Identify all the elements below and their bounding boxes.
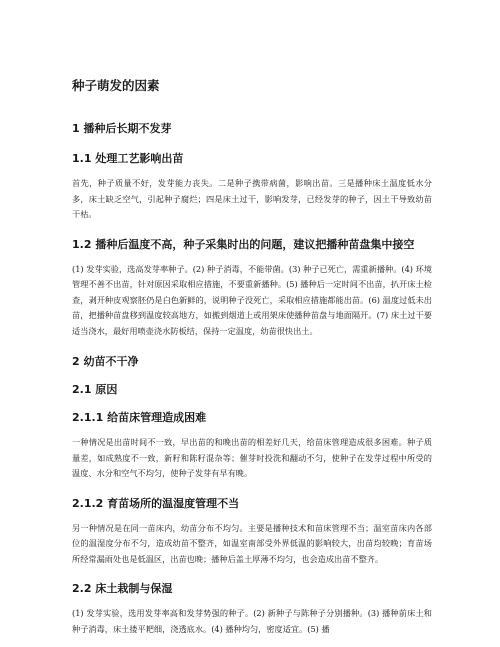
- section-2-1-heading: 2.1 原因: [72, 383, 118, 396]
- section-1-heading: 1 播种后长期不发芽: [72, 122, 172, 135]
- section-2-1-2-paragraph: 另一种情况是在同一苗床内，幼苗分布不均匀。主要是播种技术和苗床管理不当；温室苗床内各部位的温湿度分布不匀，造成幼苗不整齐，如温室南部受外界低温的影响较大，出苗均较晚；育苗场所经常漏雨处也是低温区，出苗也晚；播种后盖土厚薄不均匀，也会造成出苗不整齐。: [72, 522, 432, 564]
- section-2-1-1-paragraph: 一种情况是出苗时间不一致，早出苗的和晚出苗的相差好几天，给苗床管理造成很多困难。种子质量差，如成熟度不一致，新籽和陈籽混杂等；催芽时投洗和翻动不匀，使种子在发芽过程中所受的温度、水分和空气不均匀，使种子发芽有早有晚。: [72, 437, 432, 478]
- section-2-2-heading: 2.2 床土栽制与保湿: [72, 582, 173, 595]
- section-1-2-paragraph: (1) 发芽实验，选高发芽率种子。(2) 种子消毒，不能带菌。(3) 种子已死亡，需重新播种。(4) 环境管理不善不出苗，针对原因采取相应措施，不要重新播种。(5) 播种后一定时间不出苗，扒开床土检查，剥开种皮观察胚仍是白色新鲜的，说明种子没死亡，采取相应措施都能出苗。(6) 温度过低未出苗，把播种苗盘移到温度较高地方，如搬到烟道上或用架床使播种苗盘与地面隔开。(7) 床土过干要适当浇水，最好用喷壶浇水防板结，保持一定温度，幼苗很快出土。: [72, 263, 432, 336]
- section-2-heading: 2 幼苗不干净: [72, 355, 139, 368]
- section-2-1-2-heading: 2.1.2 育苗场所的温湿度管理不当: [72, 496, 240, 510]
- section-1-2-heading: 1.2 播种后温度不高，种子采集时出的问题，建议把播种苗盘集中接空: [72, 237, 415, 251]
- section-2-1-1-heading: 2.1.1 给苗床管理造成困难: [72, 411, 207, 424]
- document-title: 种子萌发的因素: [72, 78, 160, 93]
- document-body: [72, 76, 432, 637]
- section-1-1-paragraph: 首先，种子质量不好，发芽能力丧失。二是种子携带病菌，影响出苗。三是播种床土温度低水分多，床土缺乏空气，引起种子腐烂；四是床土过干，影响发芽，已经发芽的种子，因土干导致幼苗干枯。: [72, 178, 432, 219]
- section-2-2-paragraph: (1) 发芽实验，选用发芽率高和发芽势强的种子。(2) 新种子与陈种子分别播种。(3) 播种前床土和种子消毒，床土搂平耙细，浇透底水。(4) 播种均匀，密度适宜。(5) 播: [72, 608, 432, 634]
- section-1-1-heading: 1.1 处理工艺影响出苗: [72, 152, 184, 165]
